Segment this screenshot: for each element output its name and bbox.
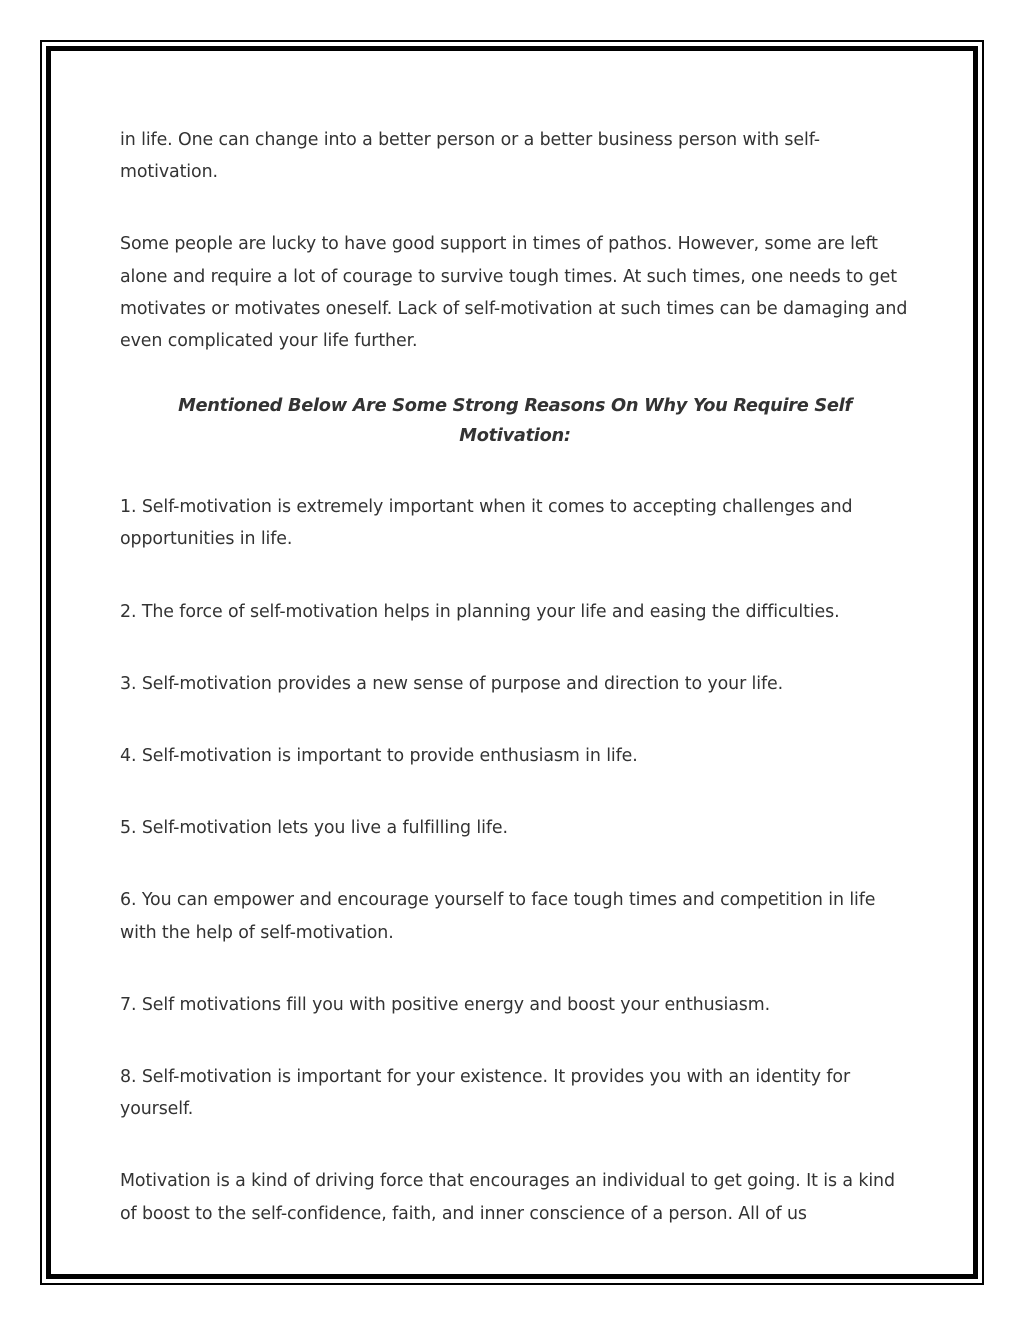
support-paragraph: Some people are lucky to have good support in times of pathos. However, some are left alone and require a lot of courage to survive tough times. At such times, one needs to get motivates or motivates oneself. Lack of self-motivation at such times can be damaging and even complicated your life further. (120, 234, 908, 352)
list-item: 3. Self-motivation provides a new sense of purpose and direction to your life. (120, 673, 784, 694)
section-heading: Mentioned Below Are Some Strong Reasons On Why You Require Self Motivation: (178, 395, 852, 447)
closing-paragraph: Motivation is a kind of driving force that encourages an individual to get going. It is a kind of boost to the self-confidence, faith, and inner conscience of a person. All of us (120, 1171, 895, 1224)
list-item: 1. Self-motivation is extremely important when it comes to accepting challenges and opportunities in life. (120, 497, 853, 550)
list-item: 5. Self-motivation lets you live a fulfilling life. (120, 818, 508, 839)
list-item: 7. Self motivations fill you with positive energy and boost your enthusiasm. (120, 994, 771, 1015)
list-item: 2. The force of self-motivation helps in planning your life and easing the difficulties. (120, 601, 840, 622)
list-item: 8. Self-motivation is important for your existence. It provides you with an identity for yourself. (120, 1067, 851, 1120)
document-body (120, 124, 910, 1230)
list-item: 6. You can empower and encourage yourself to face tough times and competition in life with the help of self-motivation. (120, 890, 876, 943)
reasons-list (120, 491, 910, 1125)
intro-paragraph: in life. One can change into a better person or a better business person with self-motivation. (120, 130, 820, 183)
list-item: 4. Self-motivation is important to provide enthusiasm in life. (120, 746, 638, 767)
